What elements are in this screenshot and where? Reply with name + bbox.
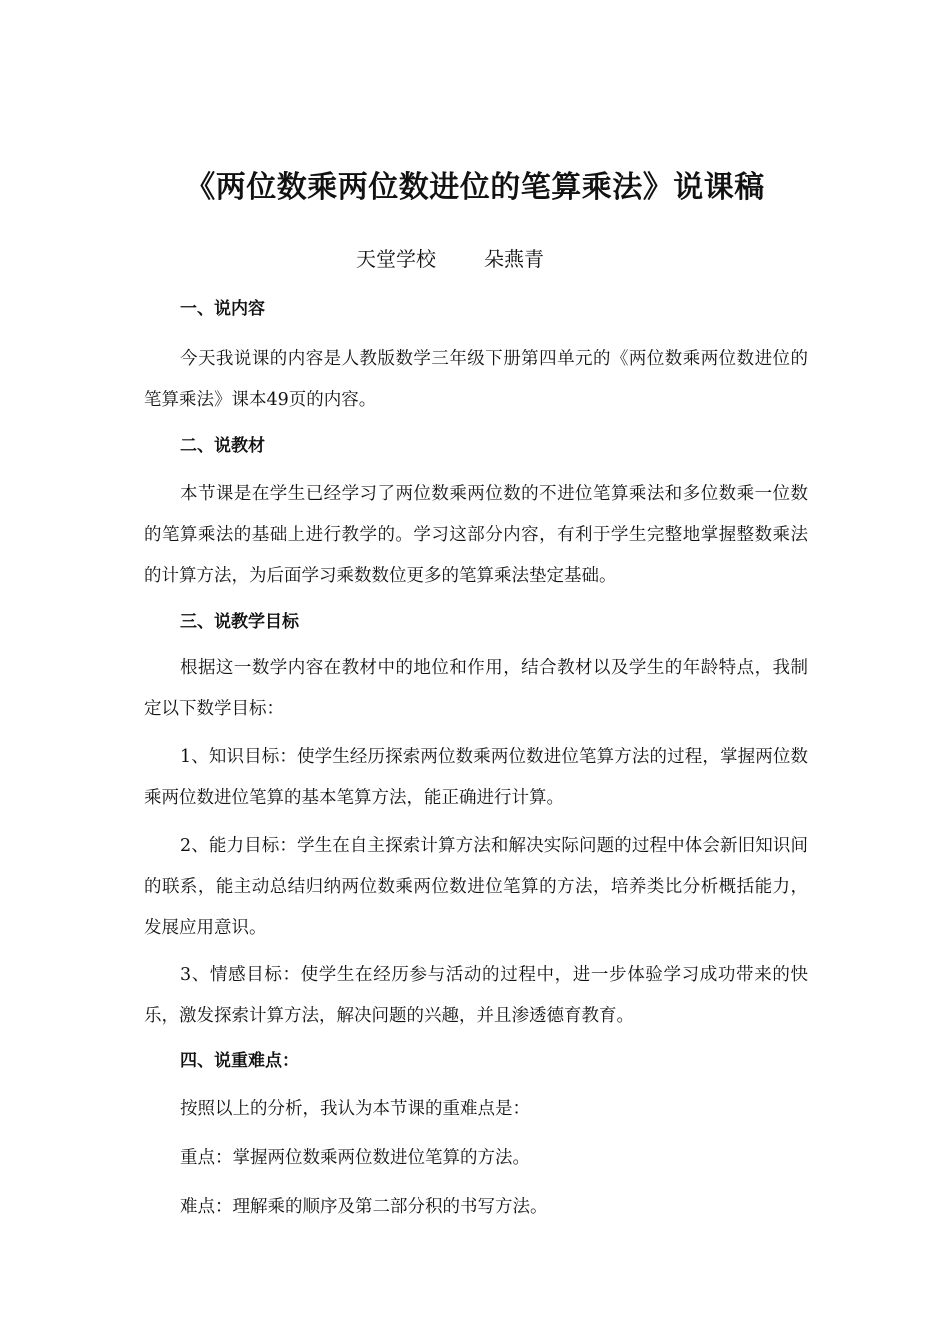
author-line bbox=[356, 244, 544, 274]
paragraph-knowledge-goal: 1、知识目标：使学生经历探索两位数乘两位数进位笔算方法的过程，掌握两位数乘两位数进位笔算的基本笔算方法，能正确进行计算。 bbox=[144, 747, 808, 808]
document-title: 《两位数乘两位数进位的笔算乘法》说课稿 bbox=[185, 170, 765, 205]
keypoints-intro: 按照以上的分析，我认为本节课的重难点是： bbox=[180, 1099, 530, 1119]
keypoint-difficulty: 难点：理解乘的顺序及第二部分积的书写方法。 bbox=[180, 1197, 548, 1217]
section-heading-goals: 三、说教学目标 bbox=[180, 612, 299, 632]
section-heading-material: 二、说教材 bbox=[180, 436, 265, 456]
paragraph-material: 本节课是在学生已经学习了两位数乘两位数的不进位笔算乘法和多位数乘一位数的笔算乘法的基础上进行教学的。学习这部分内容，有利于学生完整地掌握整数乘法的计算方法，为后面学习乘数数位更多的笔算乘法垫定基础。 bbox=[144, 484, 808, 586]
keypoint-focus: 重点：掌握两位数乘两位数进位笔算的方法。 bbox=[180, 1148, 530, 1168]
author-name: 朵燕青 bbox=[484, 247, 544, 271]
paragraph-emotion-goal: 3、情感目标：使学生在经历参与活动的过程中，进一步体验学习成功带来的快乐，激发探索计算方法，解决问题的兴趣，并且渗透德育教育。 bbox=[144, 965, 808, 1026]
section-heading-content: 一、说内容 bbox=[180, 299, 265, 319]
paragraph-goals-intro: 根据这一数学内容在教材中的地位和作用，结合教材以及学生的年龄特点，我制定以下数学目标： bbox=[144, 658, 808, 719]
school-name: 天堂学校 bbox=[356, 247, 436, 271]
paragraph-ability-goal: 2、能力目标：学生在自主探索计算方法和解决实际问题的过程中体会新旧知识间的联系，能主动总结归纳两位数乘两位数进位笔算的方法，培养类比分析概括能力，发展应用意识。 bbox=[144, 836, 808, 938]
section-heading-keypoints: 四、说重难点： bbox=[180, 1051, 299, 1071]
paragraph-content: 今天我说课的内容是人教版数学三年级下册第四单元的《两位数乘两位数进位的笔算乘法》课本49页的内容。 bbox=[144, 349, 808, 410]
